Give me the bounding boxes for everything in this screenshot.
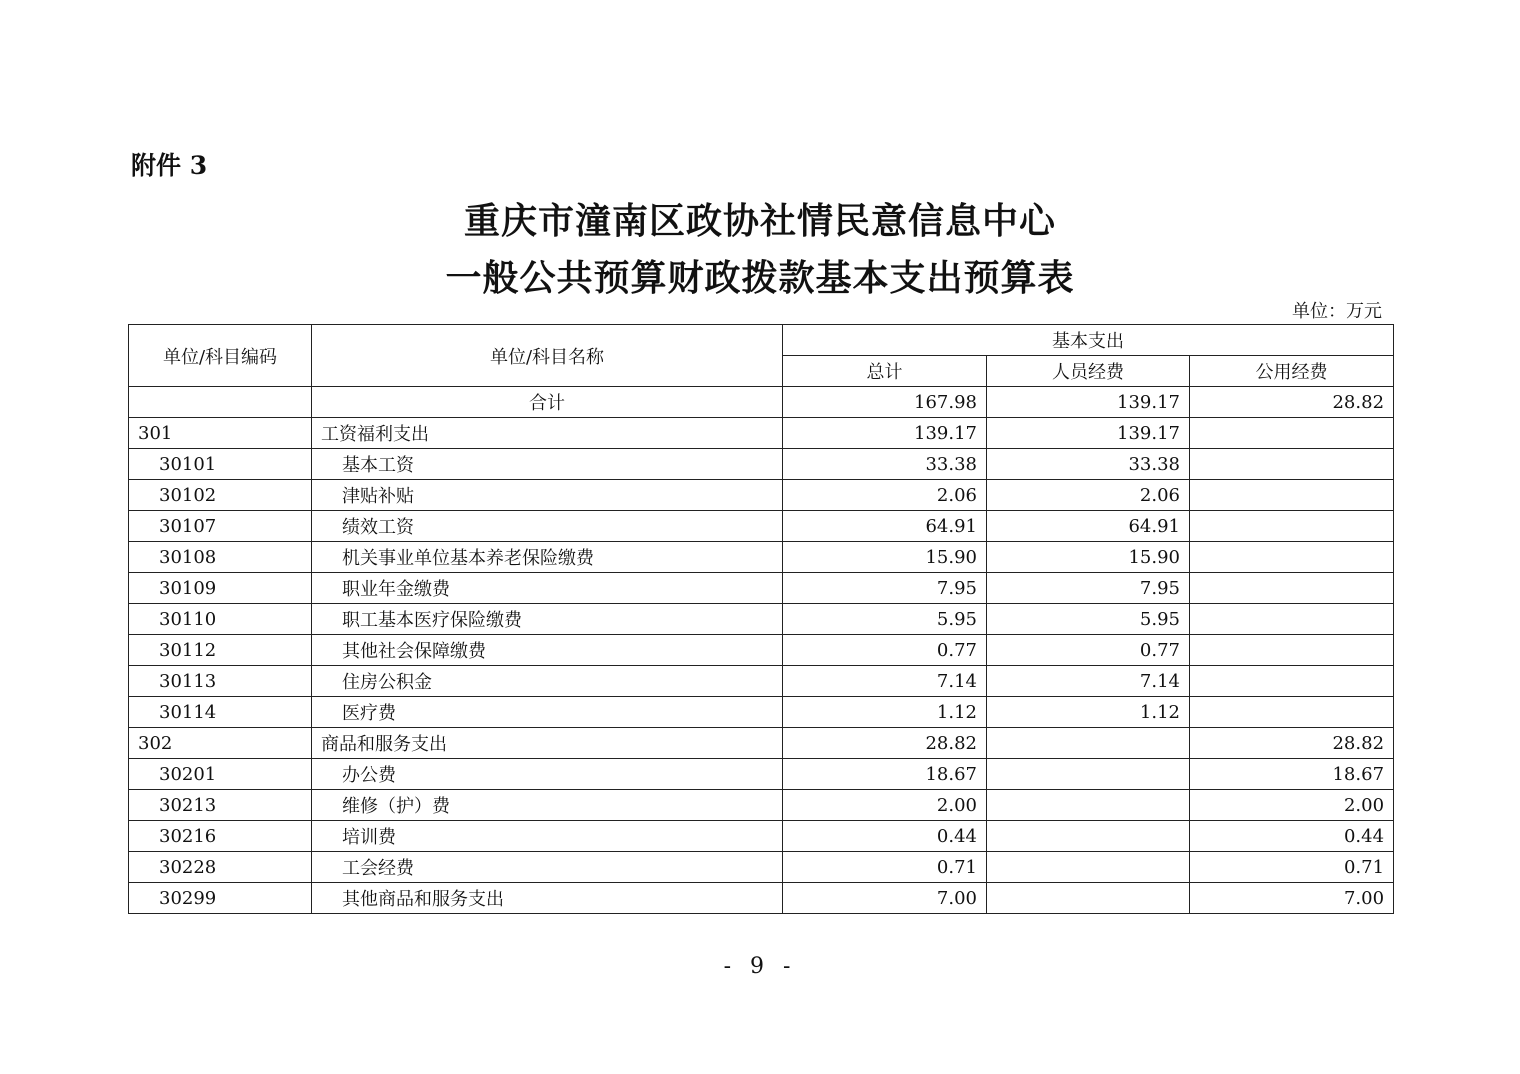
cell-personnel (987, 852, 1190, 883)
cell-personnel: 139.17 (987, 387, 1190, 418)
cell-public: 28.82 (1190, 728, 1394, 759)
table-row (129, 449, 1394, 480)
cell-total: 0.71 (783, 852, 987, 883)
cell-code: 30107 (129, 511, 312, 542)
cell-total: 2.00 (783, 790, 987, 821)
cell-public (1190, 697, 1394, 728)
cell-personnel: 33.38 (987, 449, 1190, 480)
cell-code: 30201 (129, 759, 312, 790)
cell-public: 0.44 (1190, 821, 1394, 852)
cell-public (1190, 418, 1394, 449)
cell-code: 30109 (129, 573, 312, 604)
document-title-line1: 重庆市潼南区政协社情民意信息中心 (463, 200, 1056, 242)
cell-total: 5.95 (783, 604, 987, 635)
cell-name: 机关事业单位基本养老保险缴费 (312, 542, 783, 573)
cell-code: 30110 (129, 604, 312, 635)
cell-personnel: 0.77 (987, 635, 1190, 666)
table-row (129, 542, 1394, 573)
cell-code: 30108 (129, 542, 312, 573)
table-row (129, 635, 1394, 666)
cell-public: 18.67 (1190, 759, 1394, 790)
table-row (129, 573, 1394, 604)
cell-total: 64.91 (783, 511, 987, 542)
unit-label: 单位：万元 (1292, 301, 1382, 322)
table-body (129, 387, 1394, 914)
cell-personnel: 5.95 (987, 604, 1190, 635)
cell-personnel: 7.95 (987, 573, 1190, 604)
table-row (129, 790, 1394, 821)
cell-name: 办公费 (312, 759, 783, 790)
cell-public (1190, 542, 1394, 573)
table-row (129, 604, 1394, 635)
cell-total: 167.98 (783, 387, 987, 418)
cell-total: 33.38 (783, 449, 987, 480)
cell-name: 津贴补贴 (312, 480, 783, 511)
cell-code: 30112 (129, 635, 312, 666)
cell-total: 0.44 (783, 821, 987, 852)
table-row (129, 418, 1394, 449)
cell-code: 30216 (129, 821, 312, 852)
cell-total: 15.90 (783, 542, 987, 573)
cell-personnel (987, 883, 1190, 914)
cell-public: 7.00 (1190, 883, 1394, 914)
table-row (129, 852, 1394, 883)
table-row (129, 728, 1394, 759)
cell-public: 28.82 (1190, 387, 1394, 418)
cell-public (1190, 480, 1394, 511)
cell-personnel (987, 790, 1190, 821)
header-name: 单位/科目名称 (312, 325, 783, 387)
attachment-label: 附件 3 (131, 151, 208, 180)
cell-code: 30101 (129, 449, 312, 480)
header-code: 单位/科目编码 (129, 325, 312, 387)
cell-total: 7.95 (783, 573, 987, 604)
cell-name: 培训费 (312, 821, 783, 852)
cell-personnel: 139.17 (987, 418, 1190, 449)
table-row (129, 387, 1394, 418)
cell-public: 2.00 (1190, 790, 1394, 821)
cell-personnel: 7.14 (987, 666, 1190, 697)
header-public: 公用经费 (1190, 356, 1394, 387)
cell-code: 30113 (129, 666, 312, 697)
header-total: 总计 (783, 356, 987, 387)
cell-name: 其他商品和服务支出 (312, 883, 783, 914)
cell-code: 30213 (129, 790, 312, 821)
cell-code: 301 (129, 418, 312, 449)
cell-personnel (987, 728, 1190, 759)
cell-public (1190, 604, 1394, 635)
cell-public (1190, 635, 1394, 666)
cell-code: 302 (129, 728, 312, 759)
cell-total: 7.14 (783, 666, 987, 697)
cell-public (1190, 573, 1394, 604)
cell-name: 合计 (312, 387, 783, 418)
table-row (129, 666, 1394, 697)
cell-total: 139.17 (783, 418, 987, 449)
cell-name: 职业年金缴费 (312, 573, 783, 604)
table-row (129, 883, 1394, 914)
cell-personnel: 64.91 (987, 511, 1190, 542)
cell-public: 0.71 (1190, 852, 1394, 883)
cell-total: 7.00 (783, 883, 987, 914)
cell-personnel: 2.06 (987, 480, 1190, 511)
header-basic-expenditure: 基本支出 (783, 325, 1394, 356)
cell-code (129, 387, 312, 418)
cell-personnel: 1.12 (987, 697, 1190, 728)
table-row (129, 480, 1394, 511)
cell-personnel (987, 821, 1190, 852)
table-row (129, 511, 1394, 542)
cell-name: 其他社会保障缴费 (312, 635, 783, 666)
cell-name: 工资福利支出 (312, 418, 783, 449)
cell-code: 30299 (129, 883, 312, 914)
cell-public (1190, 666, 1394, 697)
page-number: - 9 - (723, 954, 797, 979)
cell-total: 2.06 (783, 480, 987, 511)
budget-table (128, 324, 1394, 914)
cell-name: 医疗费 (312, 697, 783, 728)
cell-public (1190, 511, 1394, 542)
cell-code: 30102 (129, 480, 312, 511)
cell-name: 绩效工资 (312, 511, 783, 542)
cell-personnel (987, 759, 1190, 790)
cell-name: 工会经费 (312, 852, 783, 883)
cell-public (1190, 449, 1394, 480)
cell-name: 商品和服务支出 (312, 728, 783, 759)
cell-personnel: 15.90 (987, 542, 1190, 573)
document-title-line2: 一般公共预算财政拨款基本支出预算表 (445, 257, 1075, 299)
cell-total: 28.82 (783, 728, 987, 759)
cell-total: 1.12 (783, 697, 987, 728)
cell-name: 住房公积金 (312, 666, 783, 697)
cell-code: 30228 (129, 852, 312, 883)
table-row (129, 759, 1394, 790)
cell-code: 30114 (129, 697, 312, 728)
table-row (129, 821, 1394, 852)
cell-name: 职工基本医疗保险缴费 (312, 604, 783, 635)
cell-name: 基本工资 (312, 449, 783, 480)
header-personnel: 人员经费 (987, 356, 1190, 387)
cell-name: 维修（护）费 (312, 790, 783, 821)
cell-total: 0.77 (783, 635, 987, 666)
table-row (129, 697, 1394, 728)
cell-total: 18.67 (783, 759, 987, 790)
